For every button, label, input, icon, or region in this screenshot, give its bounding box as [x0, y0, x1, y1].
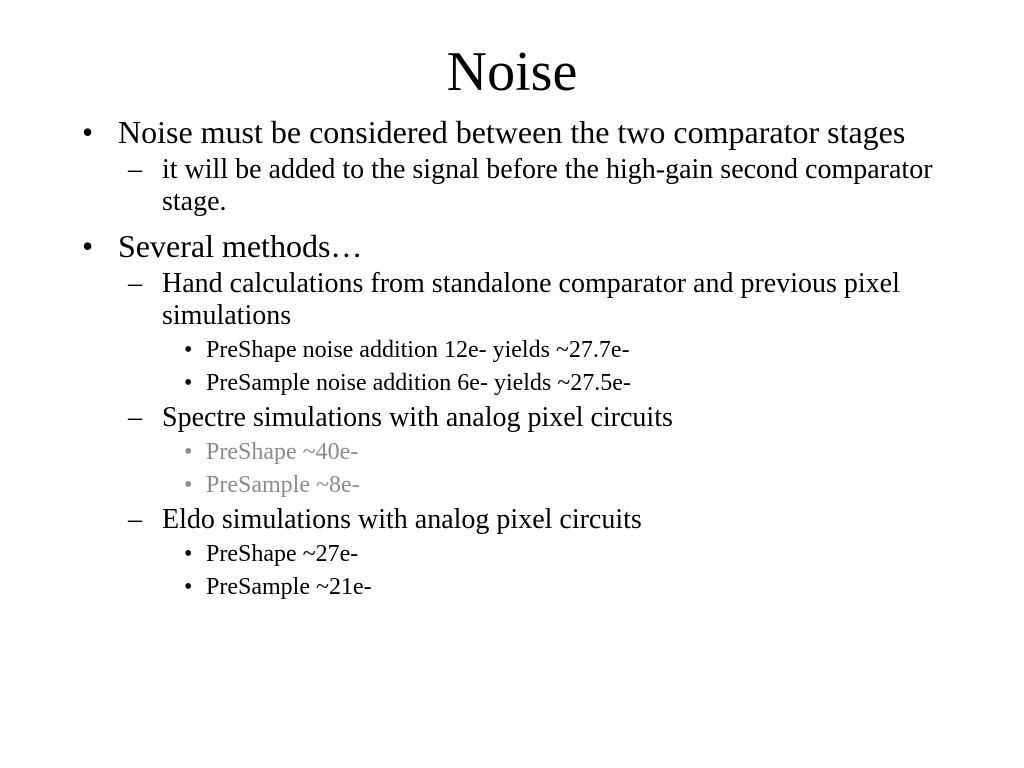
bullet-text: Noise must be considered between the two comparator stages: [118, 114, 906, 150]
detail-text: PreSample ~8e-: [206, 472, 360, 498]
sub-bullet-added-to-signal: [118, 154, 956, 218]
sub-bullet-eldo-simulations: [118, 504, 956, 536]
bullet-several-methods: [76, 228, 956, 265]
sub-bullet-text: Spectre simulations with analog pixel circuits: [162, 402, 673, 433]
bullet-marker: •: [184, 337, 193, 363]
detail-text: PreShape ~40e-: [206, 439, 359, 465]
detail-item-preshape-spectre: [162, 437, 956, 467]
bullet-text: Several methods…: [118, 228, 363, 264]
slide-title: Noise: [446, 41, 578, 103]
detail-item-preshape-eldo: [162, 539, 956, 569]
bullet-marker: •: [82, 114, 94, 150]
detail-item-presample-eldo: [162, 572, 956, 602]
slide-content: [76, 112, 956, 602]
sub-bullet-text: it will be added to the signal before the high-gain second comparator stage.: [162, 154, 933, 217]
detail-item-preshape-hand: [162, 335, 956, 365]
detail-item-presample-spectre: [162, 470, 956, 500]
sub-bullet-text: Eldo simulations with analog pixel circuits: [162, 504, 642, 535]
detail-item-presample-hand: [162, 368, 956, 398]
bullet-marker: •: [184, 370, 193, 396]
bullet-marker: •: [82, 228, 94, 264]
dash-marker: –: [128, 268, 142, 299]
dash-marker: –: [128, 504, 142, 535]
bullet-marker: •: [184, 439, 193, 465]
dash-marker: –: [128, 154, 142, 185]
sub-bullet-text: Hand calculations from standalone comparator and previous pixel simulations: [162, 268, 900, 331]
dash-marker: –: [128, 402, 142, 433]
bullet-marker: •: [184, 574, 193, 600]
bullet-noise-considered: [76, 114, 956, 151]
sub-bullet-hand-calculations: [118, 268, 956, 332]
detail-text: PreSample ~21e-: [206, 574, 372, 600]
detail-text: PreShape noise addition 12e- yields ~27.7e-: [206, 337, 630, 363]
sub-bullet-spectre-simulations: [118, 402, 956, 434]
bullet-marker: •: [184, 541, 193, 567]
detail-text: PreSample noise addition 6e- yields ~27.5e-: [206, 370, 631, 396]
detail-text: PreShape ~27e-: [206, 541, 359, 567]
bullet-marker: •: [184, 472, 193, 498]
